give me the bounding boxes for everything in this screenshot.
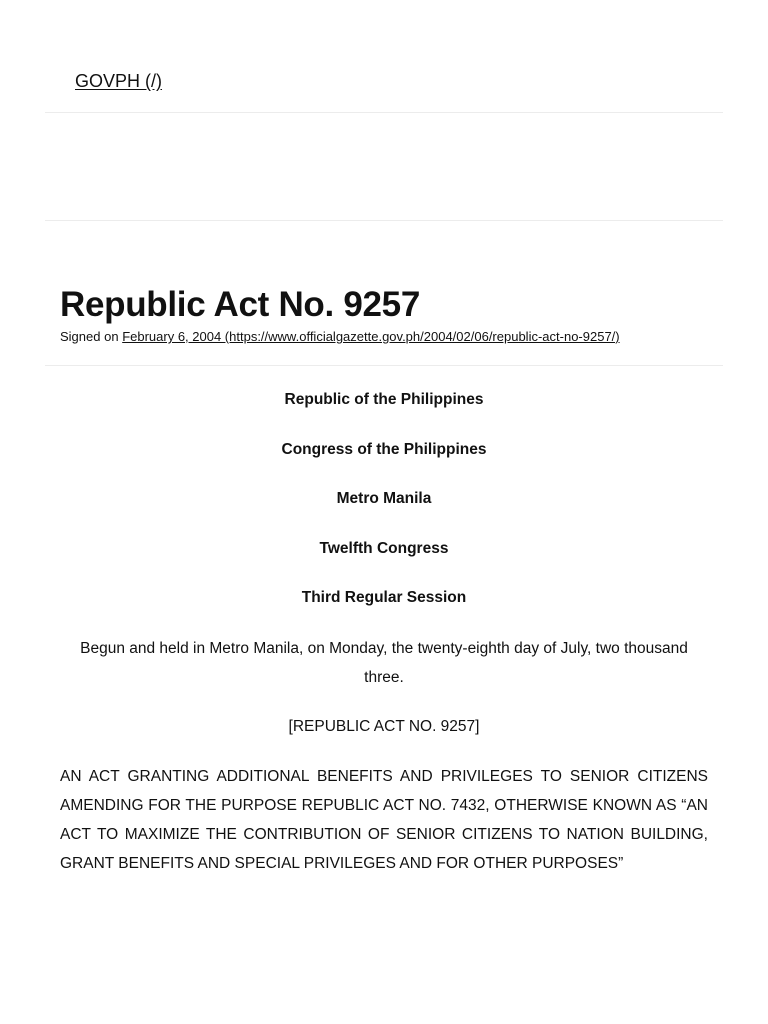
govph-home-link[interactable]: GOVPH (/) <box>75 71 163 91</box>
header-republic: Republic of the Philippines <box>284 391 484 408</box>
signed-prefix: Signed on <box>60 329 119 344</box>
signed-date-line <box>60 328 620 345</box>
banner-divider <box>45 220 723 221</box>
act-body <box>60 386 708 878</box>
header-location: Metro Manila <box>336 490 432 507</box>
top-nav <box>75 69 162 93</box>
header-divider <box>45 112 723 113</box>
header-congress: Congress of the Philippines <box>281 440 487 458</box>
header-session: Third Regular Session <box>301 589 467 606</box>
act-title: AN ACT GRANTING ADDITIONAL BENEFITS AND PRIVILEGES TO SENIOR CITIZENS AMENDING FOR THE PURPOSE REPUBLIC ACT NO. 7432, OTHERWISE KNOWN AS “AN ACT TO MAXIMIZE THE CONTRIBUTION OF SENIOR CITIZENS TO NATION BUILDING, GRANT BENEFITS AND SPECIAL PRIVILEGES AND FOR OTHER PURPOSES” <box>60 767 708 872</box>
signed-date-link[interactable]: February 6, 2004 (https://www.officialgazette.gov.ph/2004/02/06/republic-act-no-9257/) <box>122 329 620 344</box>
begun-held-text: Begun and held in Metro Manila, on Monday, the twenty-eighth day of July, two thousand three. <box>80 639 688 686</box>
page-title: Republic Act No. 9257 <box>60 285 421 324</box>
header-congress-number: Twelfth Congress <box>319 539 449 557</box>
act-number: [REPUBLIC ACT NO. 9257] <box>288 717 480 735</box>
title-divider <box>45 365 723 366</box>
